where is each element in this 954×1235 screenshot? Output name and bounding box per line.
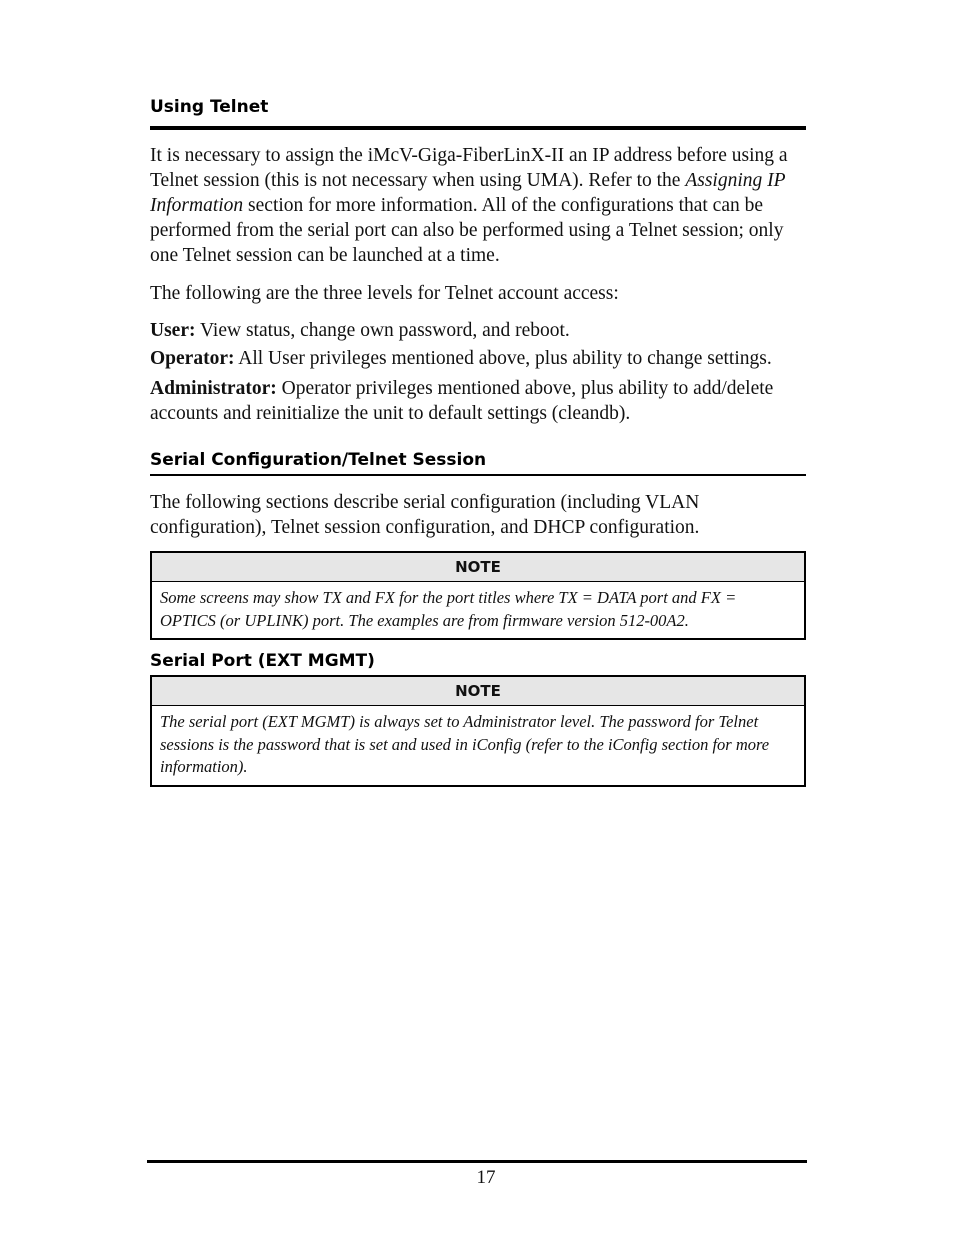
access-levels-intro: The following are the three levels for Telnet account access: [150, 283, 619, 304]
telnet-intro-paragraph: It is necessary to assign the iMcV-Giga-FiberLinX-II an IP address before using a Telnet session (this is not necessary when using UMA). Refer to the Assigning IP Information section for more information. All of the configurations that can be performed from the serial port can also be performed using a Telnet session; only one Telnet session can be launched at a time. [150, 145, 788, 266]
heading-serial-configuration: Serial Configuration/Telnet Session [150, 450, 487, 470]
page-number: 17 [476, 1167, 496, 1188]
level-administrator: Administrator: Operator privileges mentioned above, plus ability to add/delete accounts and reinitialize the unit to default settings (cleandb). [150, 378, 774, 424]
note-box-serial-port [150, 675, 806, 787]
heading-rule [150, 474, 806, 476]
note-text: Some screens may show TX and FX for the port titles where TX = DATA port and FX = OPTICS (or UPLINK) port. The examples are from firmware version 512-00A2. [160, 588, 737, 630]
note-title: NOTE [152, 553, 804, 582]
level-operator: Operator: All User privileges mentioned above, plus ability to change settings. [150, 348, 772, 369]
footer-rule [147, 1160, 807, 1163]
note-text: The serial port (EXT MGMT) is always set to Administrator level. The password for Telnet sessions is the password that is set and used in iConfig (refer to the iConfig section for more information). [160, 712, 770, 776]
level-user: User: View status, change own password, and reboot. [150, 320, 570, 341]
serial-config-paragraph: The following sections describe serial configuration (including VLAN configuration), Telnet session configuration, and DHCP configuration. [150, 492, 700, 538]
section-reference: Assigning IP Information [150, 170, 786, 216]
heading-serial-port: Serial Port (EXT MGMT) [150, 651, 375, 671]
heading-using-telnet: Using Telnet [150, 97, 269, 117]
note-title: NOTE [152, 677, 804, 706]
heading-rule [150, 126, 806, 130]
note-box-port-titles [150, 551, 806, 640]
